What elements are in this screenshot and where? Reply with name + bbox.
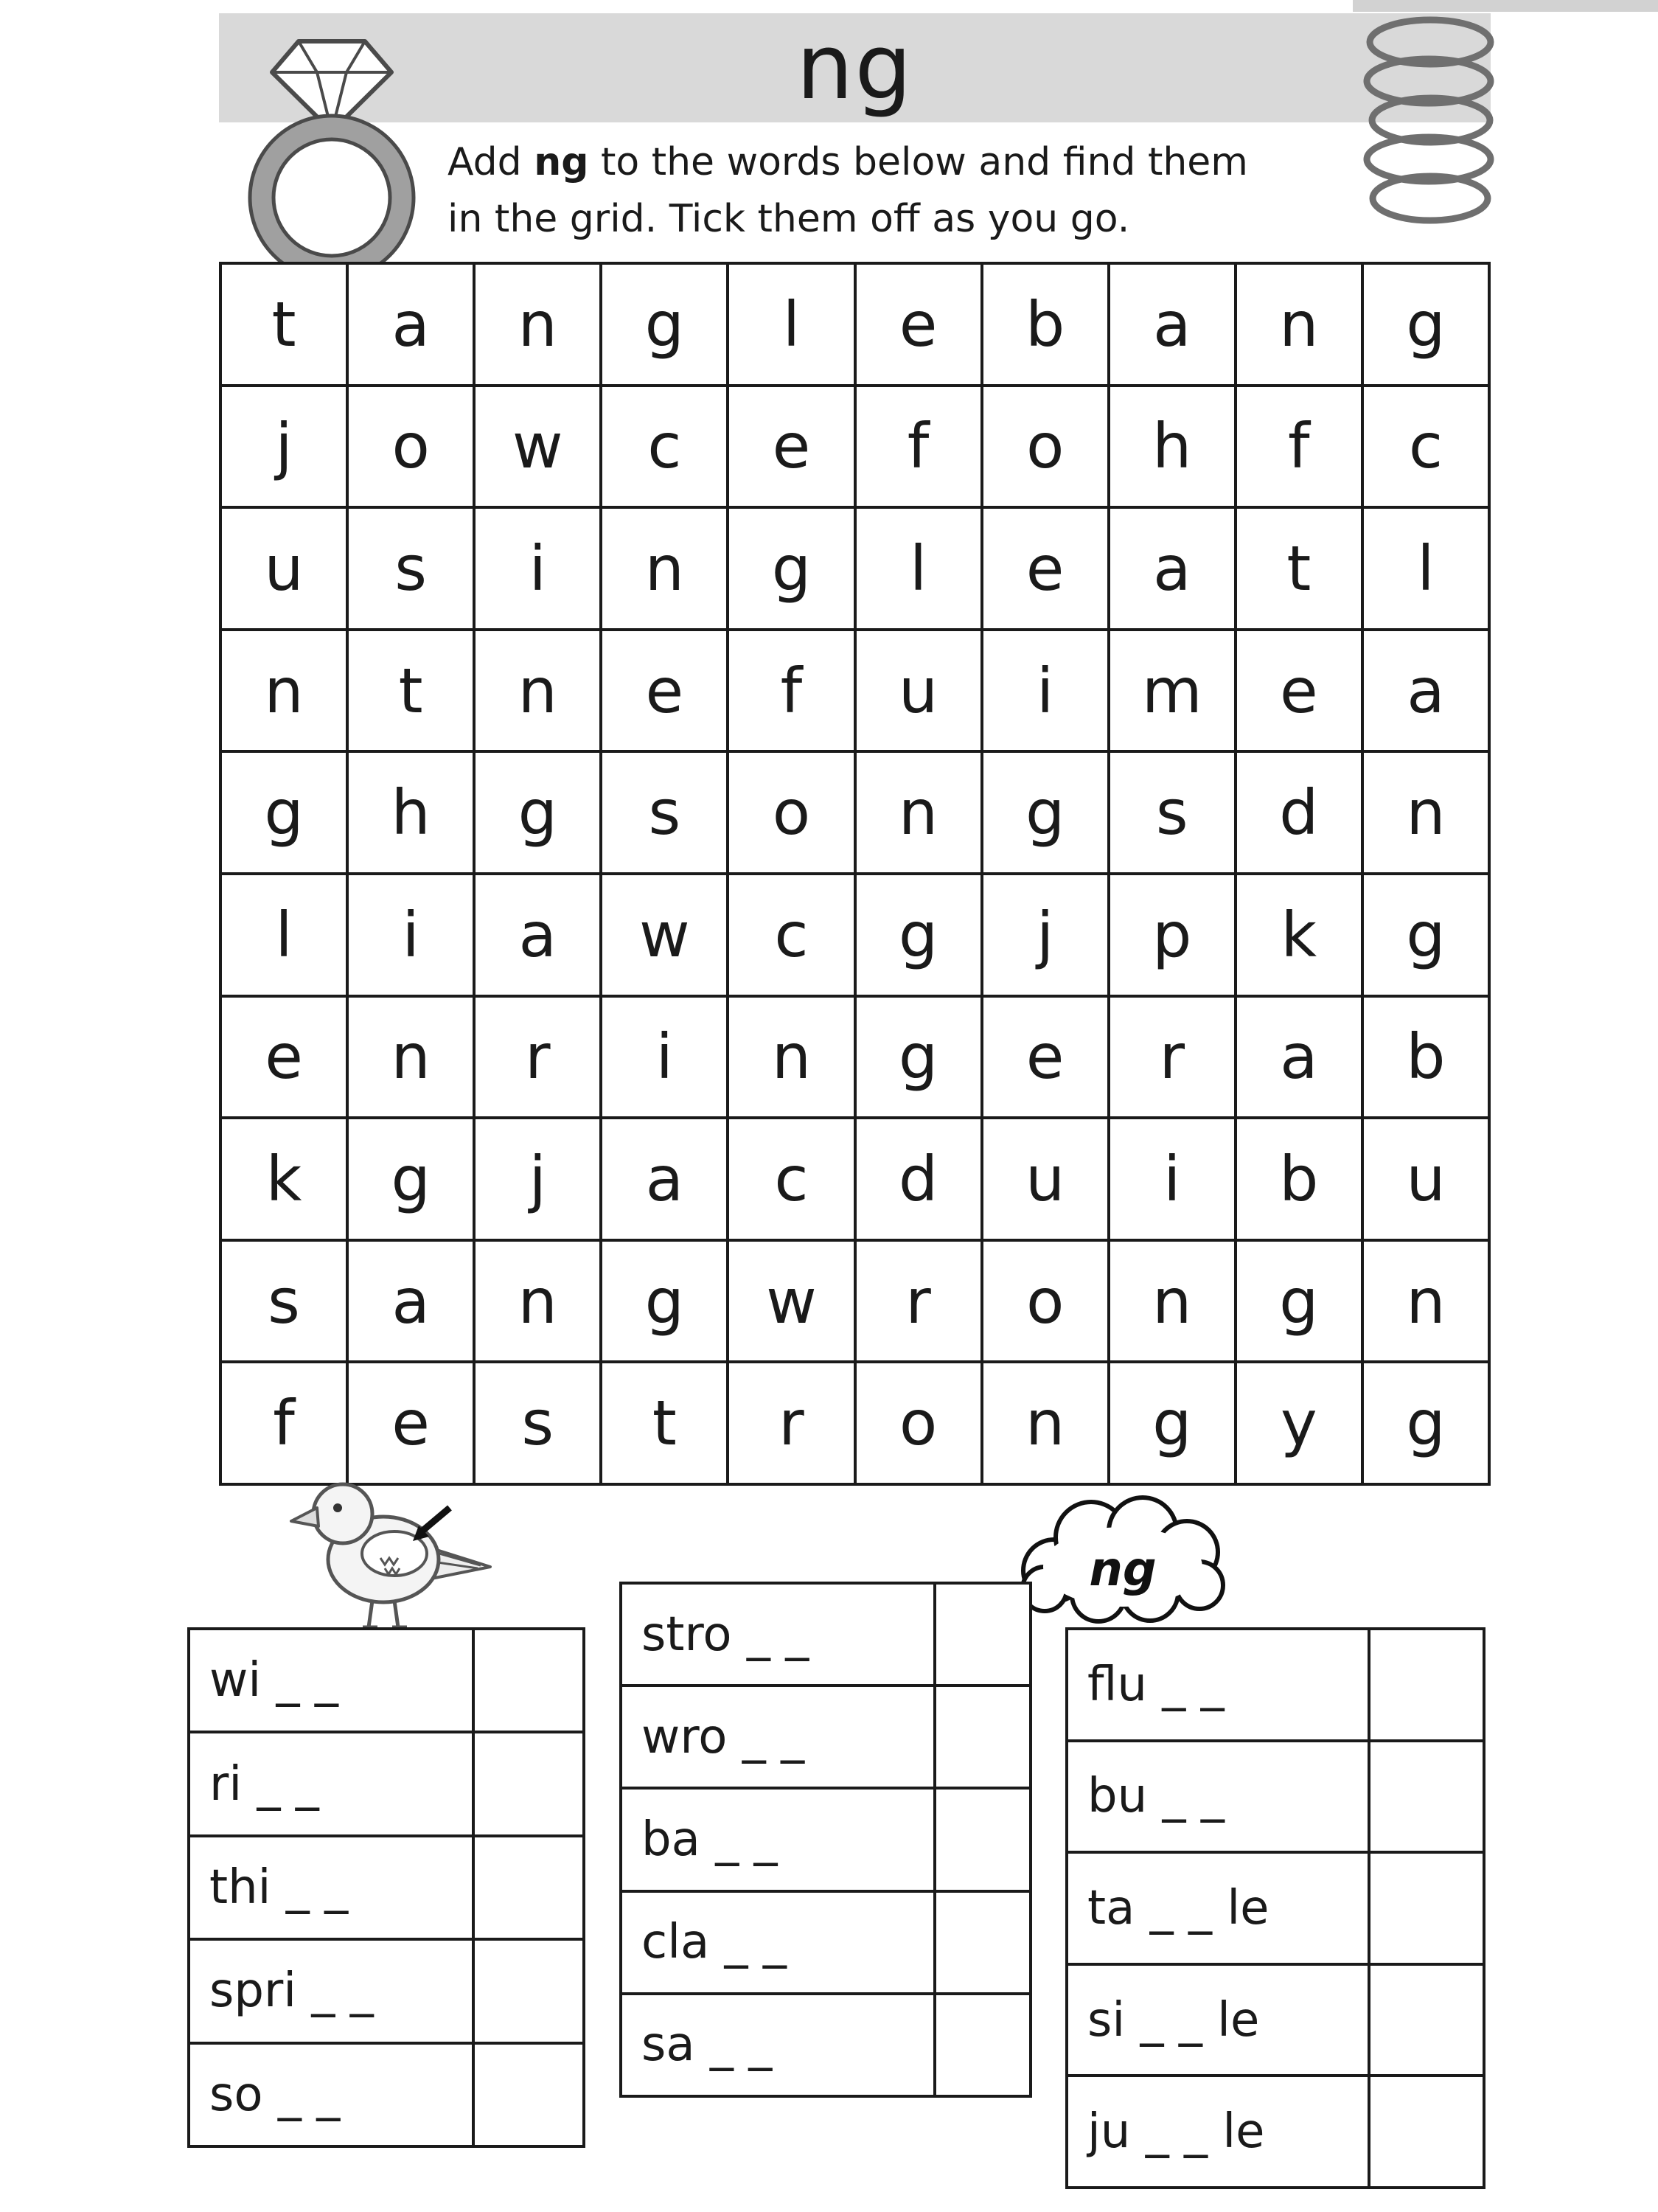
grid-cell: o bbox=[983, 1242, 1107, 1361]
word-list-table-left bbox=[187, 1627, 585, 2148]
grid-cell: u bbox=[857, 631, 980, 751]
grid-cell: h bbox=[1110, 387, 1234, 507]
grid-cell: e bbox=[222, 998, 346, 1117]
grid-cell: g bbox=[1110, 1363, 1234, 1483]
grid-cell: s bbox=[1110, 753, 1234, 872]
tick-box[interactable] bbox=[936, 1585, 1029, 1684]
grid-cell: n bbox=[222, 631, 346, 751]
grid-cell: h bbox=[349, 753, 473, 872]
word-row bbox=[1068, 1966, 1483, 2075]
grid-cell: a bbox=[602, 1119, 726, 1239]
grid-cell: f bbox=[222, 1363, 346, 1483]
grid-cell: a bbox=[349, 265, 473, 384]
word-row bbox=[190, 2045, 582, 2145]
word-label: sa _ _ bbox=[622, 1995, 933, 2095]
grid-cell: o bbox=[857, 1363, 980, 1483]
grid-cell: o bbox=[983, 387, 1107, 507]
grid-cell: g bbox=[222, 753, 346, 872]
tick-box[interactable] bbox=[1370, 1854, 1483, 1963]
grid-cell: p bbox=[1110, 875, 1234, 995]
word-row bbox=[1068, 1630, 1483, 1739]
instructions-text: Add bbox=[447, 140, 534, 184]
grid-cell: a bbox=[1364, 631, 1488, 751]
word-label: ta _ _ le bbox=[1068, 1854, 1368, 1963]
grid-cell: o bbox=[349, 387, 473, 507]
grid-cell: g bbox=[857, 998, 980, 1117]
grid-cell: e bbox=[602, 631, 726, 751]
grid-cell: y bbox=[1237, 1363, 1361, 1483]
word-label: ri _ _ bbox=[190, 1733, 472, 1834]
diamond-ring-icon bbox=[247, 28, 417, 286]
grid-cell: s bbox=[349, 509, 473, 628]
word-search-grid bbox=[219, 262, 1491, 1486]
ng-bold-text: ng bbox=[534, 140, 589, 184]
grid-cell: n bbox=[857, 753, 980, 872]
word-row bbox=[622, 1995, 1029, 2095]
tick-box[interactable] bbox=[936, 1687, 1029, 1787]
grid-cell: l bbox=[222, 875, 346, 995]
page-title: ng bbox=[796, 14, 913, 119]
tick-box[interactable] bbox=[475, 2045, 582, 2145]
grid-cell: b bbox=[1237, 1119, 1361, 1239]
grid-cell: d bbox=[857, 1119, 980, 1239]
word-label: si _ _ le bbox=[1068, 1966, 1368, 2075]
word-row bbox=[622, 1687, 1029, 1787]
word-label: stro _ _ bbox=[622, 1585, 933, 1684]
word-label: spri _ _ bbox=[190, 1941, 472, 2041]
grid-cell: n bbox=[476, 631, 599, 751]
grid-cell: s bbox=[476, 1363, 599, 1483]
grid-cell: g bbox=[476, 753, 599, 872]
grid-cell: c bbox=[729, 1119, 853, 1239]
grid-cell: g bbox=[1364, 1363, 1488, 1483]
grid-cell: i bbox=[476, 509, 599, 628]
cloud-ng-label: ng bbox=[1089, 1543, 1157, 1597]
grid-cell: g bbox=[729, 509, 853, 628]
grid-cell: n bbox=[729, 998, 853, 1117]
grid-cell: a bbox=[476, 875, 599, 995]
tick-box[interactable] bbox=[1370, 2077, 1483, 2186]
word-label: ba _ _ bbox=[622, 1790, 933, 1889]
tick-box[interactable] bbox=[936, 1995, 1029, 2095]
grid-cell: c bbox=[729, 875, 853, 995]
grid-cell: f bbox=[1237, 387, 1361, 507]
grid-cell: i bbox=[349, 875, 473, 995]
word-row bbox=[1068, 1742, 1483, 1851]
grid-cell: g bbox=[1237, 1242, 1361, 1361]
grid-cell: n bbox=[602, 509, 726, 628]
grid-cell: e bbox=[983, 509, 1107, 628]
grid-cell: b bbox=[1364, 998, 1488, 1117]
grid-cell: i bbox=[602, 998, 726, 1117]
grid-cell: s bbox=[602, 753, 726, 872]
grid-cell: e bbox=[349, 1363, 473, 1483]
word-label: cla _ _ bbox=[622, 1893, 933, 1992]
word-row bbox=[622, 1585, 1029, 1684]
instructions-line-1 bbox=[447, 134, 1406, 191]
word-row bbox=[622, 1893, 1029, 1992]
grid-cell: g bbox=[602, 265, 726, 384]
grid-cell: g bbox=[602, 1242, 726, 1361]
grid-cell: g bbox=[1364, 265, 1488, 384]
word-label: flu _ _ bbox=[1068, 1630, 1368, 1739]
grid-cell: w bbox=[729, 1242, 853, 1361]
grid-cell: l bbox=[857, 509, 980, 628]
grid-cell: g bbox=[1364, 875, 1488, 995]
grid-cell: r bbox=[729, 1363, 853, 1483]
word-label: bu _ _ bbox=[1068, 1742, 1368, 1851]
grid-cell: u bbox=[1364, 1119, 1488, 1239]
word-list-table-middle bbox=[619, 1582, 1032, 2098]
grid-cell: w bbox=[602, 875, 726, 995]
grid-cell: r bbox=[857, 1242, 980, 1361]
grid-cell: c bbox=[602, 387, 726, 507]
grid-cell: t bbox=[222, 265, 346, 384]
word-row bbox=[190, 1733, 582, 1834]
word-row bbox=[190, 1630, 582, 1731]
grid-cell: w bbox=[476, 387, 599, 507]
word-row bbox=[190, 1941, 582, 2041]
grid-cell: i bbox=[1110, 1119, 1234, 1239]
bird-icon bbox=[273, 1456, 501, 1637]
grid-cell: a bbox=[1237, 998, 1361, 1117]
grid-cell: j bbox=[983, 875, 1107, 995]
grid-cell: f bbox=[729, 631, 853, 751]
grid-cell: a bbox=[349, 1242, 473, 1361]
grid-cell: t bbox=[1237, 509, 1361, 628]
grid-cell: n bbox=[476, 265, 599, 384]
instructions-text: to the words below and find them bbox=[588, 140, 1248, 184]
grid-cell: e bbox=[1237, 631, 1361, 751]
grid-cell: j bbox=[476, 1119, 599, 1239]
grid-cell: e bbox=[983, 998, 1107, 1117]
tick-box[interactable] bbox=[1370, 1742, 1483, 1851]
word-row bbox=[1068, 1854, 1483, 1963]
grid-cell: k bbox=[222, 1119, 346, 1239]
grid-cell: l bbox=[1364, 509, 1488, 628]
grid-cell: r bbox=[476, 998, 599, 1117]
grid-cell: n bbox=[1364, 1242, 1488, 1361]
word-label: so _ _ bbox=[190, 2045, 472, 2145]
grid-cell: s bbox=[222, 1242, 346, 1361]
grid-cell: e bbox=[729, 387, 853, 507]
grid-cell: g bbox=[983, 753, 1107, 872]
tick-box[interactable] bbox=[936, 1790, 1029, 1889]
grid-cell: n bbox=[983, 1363, 1107, 1483]
grid-cell: n bbox=[349, 998, 473, 1117]
word-row bbox=[1068, 2077, 1483, 2186]
tick-box[interactable] bbox=[475, 1733, 582, 1834]
grid-cell: g bbox=[857, 875, 980, 995]
word-row bbox=[190, 1837, 582, 1938]
word-label: wi _ _ bbox=[190, 1630, 472, 1731]
word-label: ju _ _ le bbox=[1068, 2077, 1368, 2186]
spring-coil-icon bbox=[1353, 11, 1508, 232]
grid-cell: t bbox=[602, 1363, 726, 1483]
tick-box[interactable] bbox=[475, 1630, 582, 1731]
grid-cell: e bbox=[857, 265, 980, 384]
grid-cell: a bbox=[1110, 265, 1234, 384]
grid-cell: n bbox=[1110, 1242, 1234, 1361]
grid-cell: d bbox=[1237, 753, 1361, 872]
tick-box[interactable] bbox=[475, 1837, 582, 1938]
cloud-icon bbox=[999, 1486, 1242, 1633]
tick-box[interactable] bbox=[936, 1893, 1029, 1992]
grid-cell: n bbox=[1364, 753, 1488, 872]
tick-box[interactable] bbox=[1370, 1966, 1483, 2075]
grid-cell: m bbox=[1110, 631, 1234, 751]
grid-cell: l bbox=[729, 265, 853, 384]
grid-cell: k bbox=[1237, 875, 1361, 995]
grid-cell: u bbox=[222, 509, 346, 628]
instructions bbox=[447, 134, 1406, 248]
grid-cell: t bbox=[349, 631, 473, 751]
instructions-line-2: in the grid. Tick them off as you go. bbox=[447, 196, 1130, 241]
word-row bbox=[622, 1790, 1029, 1889]
grid-cell: n bbox=[1237, 265, 1361, 384]
grid-cell: o bbox=[729, 753, 853, 872]
grid-cell: c bbox=[1364, 387, 1488, 507]
grid-cell: u bbox=[983, 1119, 1107, 1239]
tick-box[interactable] bbox=[1370, 1630, 1483, 1739]
grid-cell: i bbox=[983, 631, 1107, 751]
grid-cell: f bbox=[857, 387, 980, 507]
grid-cell: g bbox=[349, 1119, 473, 1239]
tick-box[interactable] bbox=[475, 1941, 582, 2041]
word-list-table-right bbox=[1065, 1627, 1485, 2189]
grid-cell: r bbox=[1110, 998, 1234, 1117]
grid-cell: b bbox=[983, 265, 1107, 384]
grid-cell: n bbox=[476, 1242, 599, 1361]
word-label: wro _ _ bbox=[622, 1687, 933, 1787]
grid-cell: a bbox=[1110, 509, 1234, 628]
word-label: thi _ _ bbox=[190, 1837, 472, 1938]
grid-cell: j bbox=[222, 387, 346, 507]
